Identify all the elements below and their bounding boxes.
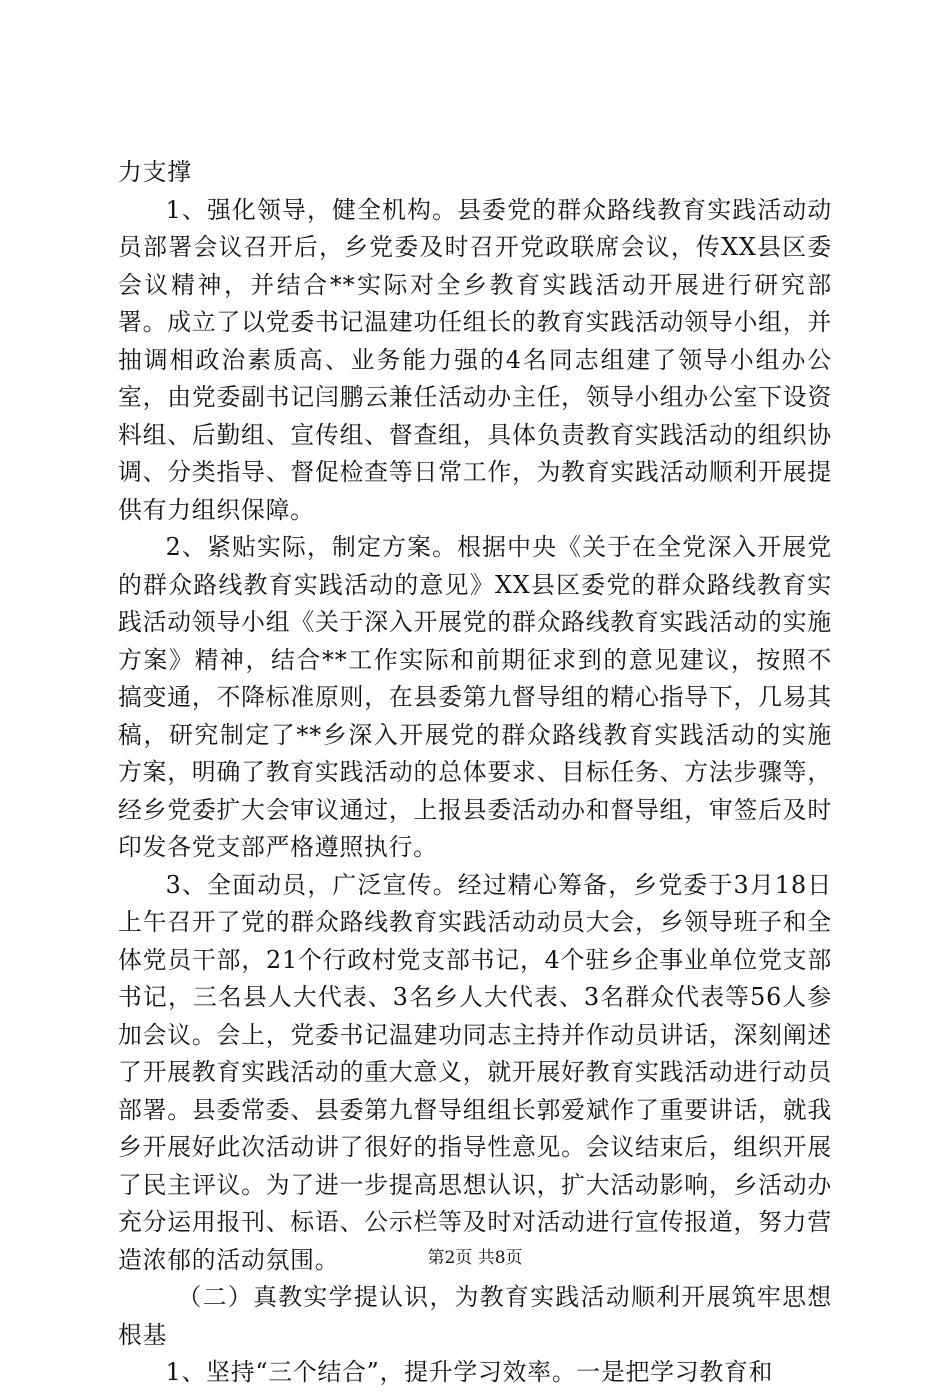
paragraph-mobilize-publicize: 3、全面动员，广泛宣传。经过精心筹备，乡党委于3月18日上午召开了党的群众路线教育实践活动动员大会，乡领导班子和全体党员干部，21个行政村党支部书记，4个驻乡企事业单位党支部书记，三名县人大代表、3名乡人大代表、3名群众代表等56人参加会议。会上，党委书记温建功同志主持并作动员讲话，深刻阐述了开展教育实践活动的重大意义，就开展好教育实践活动进行动员部署。县委常委、县委第九督导组组长郭爱斌作了重要讲话，就我乡开展好此次活动讲了很好的指导性意见。会议结束后，组织开展了民主评议。为了进一步提高思想认识，扩大活动影响，乡活动办充分运用报刊、标语、公示栏等及时对活动进行宣传报道，努力营造浓郁的活动氛围。	[118, 870, 832, 1274]
paragraph-three-combinations: 1、坚持“三个结合”，提升学习效率。一是把学习教育和	[165, 1358, 774, 1386]
page-footer	[0, 1243, 950, 1268]
paragraph-formulate-plan: 2、紧贴实际，制定方案。根据中央《关于在全党深入开展党的群众路线教育实践活动的意见》XX县区委党的群众路线教育实践活动领导小组《关于深入开展党的群众路线教育实践活动的实施方案》精神，结合**工作实际和前期征求到的意见建议，按照不搞变通，不降标准原则，在县委第九督导组的精心指导下，几易其稿，研究制定了**乡深入开展党的群众路线教育实践活动的实施方案，明确了教育实践活动的总体要求、目标任务、方法步骤等，经乡党委扩大会审议通过，上报县委活动办和督导组，审签后及时印发各党支部严格遵照执行。	[118, 533, 832, 861]
page-number: 第2页 共8页	[427, 1248, 523, 1268]
section-heading-two: （二）真教实学提认识，为教育实践活动顺利开展筑牢思想根基	[118, 1283, 832, 1349]
paragraph-continuation: 力支撑	[118, 158, 192, 186]
paragraph-strengthen-leadership: 1、强化领导，健全机构。县委党的群众路线教育实践活动动员部署会议召开后，乡党委及时召开党政联席会议，传XX县区委会议精神，并结合**实际对全乡教育实践活动开展进行研究部署。成立了以党委书记温建功任组长的教育实践活动领导小组，并抽调相政治素质高、业务能力强的4名同志组建了领导小组办公室，由党委副书记闫鹏云兼任活动办主任，领导小组办公室下设资料组、后勤组、宣传组、督查组，具体负责教育实践活动的组织协调、分类指导、督促检查等日常工作，为教育实践活动顺利开展提供有力组织保障。	[118, 195, 832, 524]
document-body	[118, 154, 832, 1392]
